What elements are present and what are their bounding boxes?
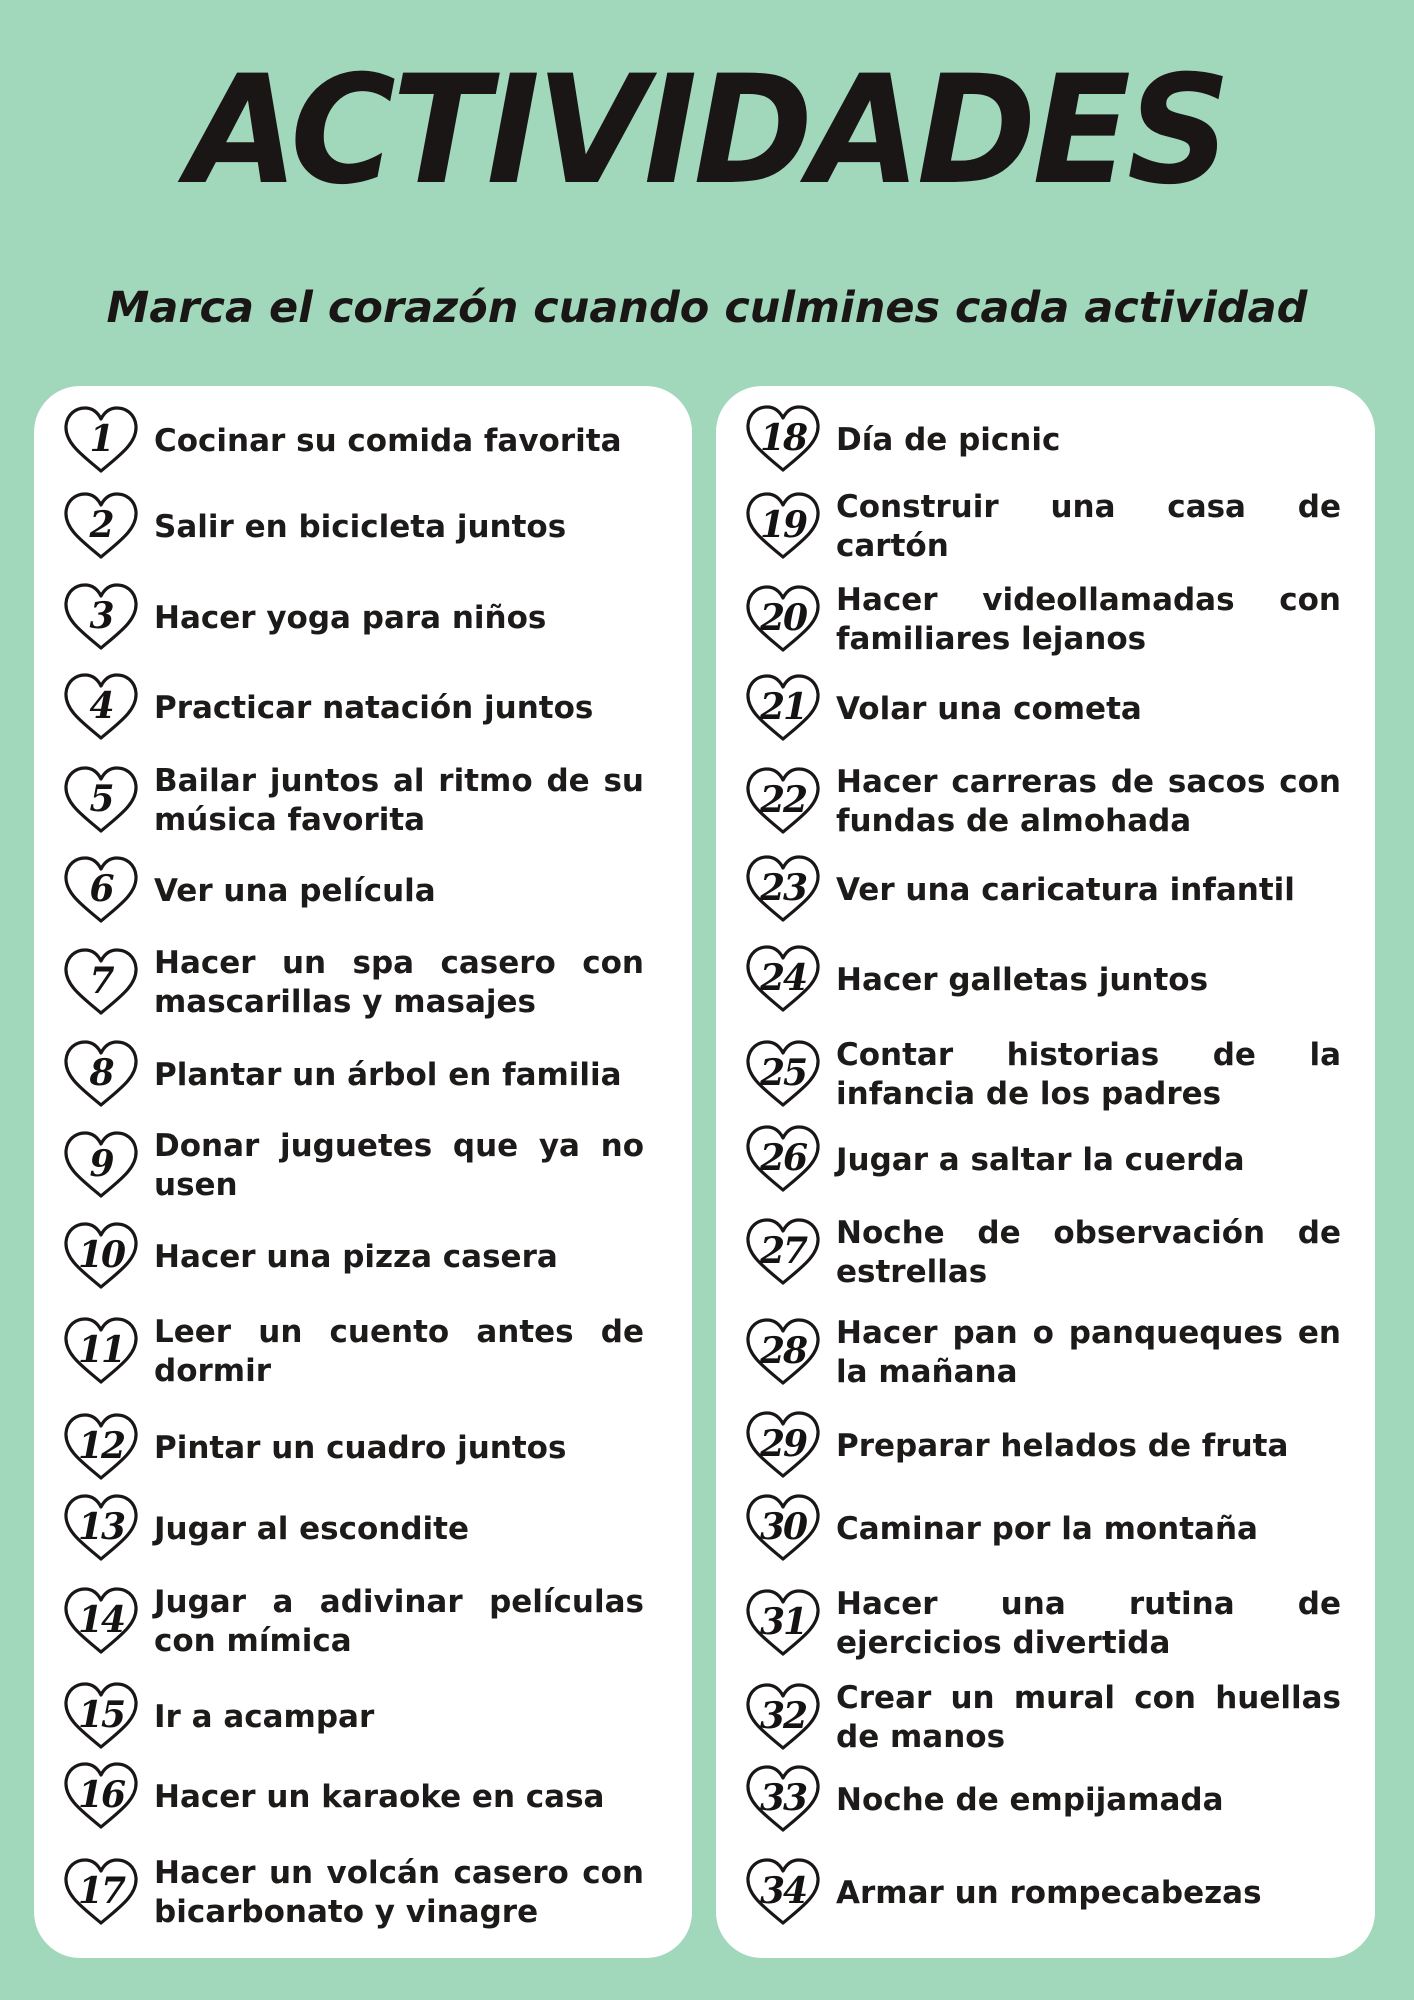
activity-number: 23 xyxy=(759,867,807,909)
heart-checkbox[interactable] xyxy=(744,1124,822,1196)
activity-number: 25 xyxy=(759,1052,807,1094)
heart-checkbox[interactable] xyxy=(62,947,140,1019)
activity-card-left xyxy=(34,386,692,1958)
heart-checkbox[interactable] xyxy=(62,1221,140,1293)
activity-item xyxy=(62,761,644,841)
activity-text: Jugar a adivinar películas con mímica xyxy=(154,1584,644,1659)
heart-checkbox[interactable] xyxy=(62,1130,140,1202)
activity-text: Armar un rompecabezas xyxy=(836,1874,1262,1911)
activity-text: Hacer galletas juntos xyxy=(836,961,1209,998)
heart-checkbox[interactable] xyxy=(62,765,140,837)
activity-text: Hacer una rutina de ejercicios divertida xyxy=(836,1586,1341,1661)
heart-checkbox[interactable] xyxy=(62,1039,140,1111)
activity-number: 13 xyxy=(77,1506,125,1548)
activity-item xyxy=(744,850,1341,930)
heart-checkbox[interactable] xyxy=(744,1217,822,1289)
page-title: ACTIVIDADES xyxy=(187,44,1227,218)
activity-item xyxy=(62,1853,644,1933)
activity-item xyxy=(744,1120,1341,1200)
activity-number: 24 xyxy=(759,957,807,999)
activity-text: Preparar helados de fruta xyxy=(836,1427,1289,1464)
heart-checkbox[interactable] xyxy=(62,672,140,744)
activity-number: 7 xyxy=(89,960,113,1002)
activity-item xyxy=(62,1312,644,1392)
activity-item xyxy=(62,1489,644,1569)
heart-checkbox[interactable] xyxy=(62,1857,140,1929)
activity-text: Hacer pan o panqueques en la mañana xyxy=(836,1315,1341,1390)
activity-text: Hacer un spa casero con mascarillas y masajes xyxy=(154,945,644,1020)
activity-text: Hacer carreras de sacos con fundas de almohada xyxy=(836,764,1341,839)
activity-item xyxy=(62,1217,644,1297)
activity-item xyxy=(744,1213,1341,1293)
activity-number: 26 xyxy=(759,1137,807,1179)
activity-text: Ir a acampar xyxy=(154,1698,375,1735)
activity-item xyxy=(744,487,1341,567)
activity-item xyxy=(62,1126,644,1206)
activity-text: Donar juguetes que ya no usen xyxy=(154,1128,644,1203)
heart-checkbox[interactable] xyxy=(744,854,822,926)
activity-number: 2 xyxy=(89,504,113,546)
activity-item xyxy=(62,1677,644,1757)
activity-item xyxy=(744,1678,1341,1758)
heart-checkbox[interactable] xyxy=(62,1761,140,1833)
heart-checkbox[interactable] xyxy=(744,1857,822,1929)
activity-number: 6 xyxy=(89,868,113,910)
activity-number: 20 xyxy=(759,597,807,639)
activity-text: Bailar juntos al ritmo de su música favorita xyxy=(154,763,644,838)
heart-checkbox[interactable] xyxy=(62,491,140,563)
activity-number: 34 xyxy=(759,1870,807,1912)
activity-number: 12 xyxy=(77,1425,125,1467)
activity-item xyxy=(62,401,644,481)
activity-item xyxy=(62,487,644,567)
activity-item xyxy=(62,1035,644,1115)
heart-checkbox[interactable] xyxy=(744,1317,822,1389)
heart-checkbox[interactable] xyxy=(62,582,140,654)
heart-checkbox[interactable] xyxy=(744,404,822,476)
activity-item xyxy=(744,940,1341,1020)
activity-item xyxy=(744,1035,1341,1115)
activity-number: 16 xyxy=(77,1774,125,1816)
activity-text: Leer un cuento antes de dormir xyxy=(154,1314,644,1389)
activity-text: Hacer un karaoke en casa xyxy=(154,1778,605,1815)
activity-text: Noche de empijamada xyxy=(836,1781,1224,1818)
activity-number: 17 xyxy=(77,1870,125,1912)
activity-number: 21 xyxy=(759,686,807,728)
activity-text: Noche de observación de estrellas xyxy=(836,1215,1341,1290)
activity-text: Volar una cometa xyxy=(836,690,1142,727)
activity-number: 33 xyxy=(759,1777,807,1819)
activity-item xyxy=(744,669,1341,749)
activity-number: 15 xyxy=(77,1694,125,1736)
activity-text: Pintar un cuadro juntos xyxy=(154,1429,567,1466)
activity-number: 14 xyxy=(77,1599,125,1641)
heart-checkbox[interactable] xyxy=(744,1588,822,1660)
heart-checkbox[interactable] xyxy=(744,1493,822,1565)
activity-item xyxy=(744,400,1341,480)
heart-checkbox[interactable] xyxy=(62,855,140,927)
heart-checkbox[interactable] xyxy=(62,1681,140,1753)
activity-number: 18 xyxy=(759,417,807,459)
activity-item xyxy=(62,851,644,931)
heart-checkbox[interactable] xyxy=(62,405,140,477)
activity-text: Hacer yoga para niños xyxy=(154,599,547,636)
heart-checkbox[interactable] xyxy=(744,1682,822,1754)
activity-text: Plantar un árbol en familia xyxy=(154,1056,622,1093)
activity-text: Crear un mural con huellas de manos xyxy=(836,1680,1341,1755)
activity-text: Hacer una pizza casera xyxy=(154,1238,558,1275)
activity-text: Contar historias de la infancia de los padres xyxy=(836,1037,1341,1112)
activity-item xyxy=(62,668,644,748)
activity-number: 1 xyxy=(89,418,113,460)
activity-item xyxy=(744,1406,1341,1486)
activity-item xyxy=(744,580,1341,660)
activity-number: 31 xyxy=(759,1601,807,1643)
activity-number: 9 xyxy=(89,1143,113,1185)
page-subtitle: Marca el corazón cuando culmines cada actividad xyxy=(106,283,1308,333)
activity-item xyxy=(744,1489,1341,1569)
activity-number: 10 xyxy=(77,1234,125,1276)
heart-checkbox[interactable] xyxy=(744,584,822,656)
activity-number: 5 xyxy=(89,778,113,820)
activity-number: 32 xyxy=(759,1695,807,1737)
activity-number: 28 xyxy=(759,1330,807,1372)
activity-item xyxy=(744,762,1341,842)
heart-checkbox[interactable] xyxy=(744,1764,822,1836)
activity-item xyxy=(62,578,644,658)
activity-card-right xyxy=(716,386,1375,1958)
activity-number: 22 xyxy=(759,779,807,821)
activity-text: Jugar a saltar la cuerda xyxy=(836,1141,1245,1178)
activity-text: Salir en bicicleta juntos xyxy=(154,508,567,545)
heart-checkbox[interactable] xyxy=(744,673,822,745)
heart-checkbox[interactable] xyxy=(62,1493,140,1565)
activity-item xyxy=(744,1853,1341,1933)
activity-item xyxy=(744,1313,1341,1393)
heart-checkbox[interactable] xyxy=(744,1410,822,1482)
activity-text: Caminar por la montaña xyxy=(836,1510,1258,1547)
activity-item xyxy=(62,1582,644,1662)
activity-number: 4 xyxy=(89,685,113,727)
activity-number: 30 xyxy=(759,1506,807,1548)
activity-text: Cocinar su comida favorita xyxy=(154,422,622,459)
activity-text: Hacer videollamadas con familiares lejanos xyxy=(836,582,1341,657)
activity-number: 29 xyxy=(759,1423,807,1465)
activity-text: Construir una casa de cartón xyxy=(836,489,1341,564)
activity-number: 3 xyxy=(89,595,113,637)
activity-item xyxy=(744,1584,1341,1664)
heart-checkbox[interactable] xyxy=(62,1586,140,1658)
heart-checkbox[interactable] xyxy=(744,766,822,838)
activity-text: Día de picnic xyxy=(836,421,1061,458)
heart-checkbox[interactable] xyxy=(744,944,822,1016)
activity-text: Ver una caricatura infantil xyxy=(836,871,1295,908)
activity-text: Jugar al escondite xyxy=(154,1510,470,1547)
heart-checkbox[interactable] xyxy=(744,491,822,563)
activity-item xyxy=(62,943,644,1023)
heart-checkbox[interactable] xyxy=(62,1316,140,1388)
heart-checkbox[interactable] xyxy=(744,1039,822,1111)
activity-number: 8 xyxy=(89,1052,113,1094)
activity-item xyxy=(62,1408,644,1488)
activity-number: 27 xyxy=(759,1230,807,1272)
activity-text: Hacer un volcán casero con bicarbonato y vinagre xyxy=(154,1855,644,1930)
activity-item xyxy=(62,1757,644,1837)
heart-checkbox[interactable] xyxy=(62,1412,140,1484)
activity-number: 11 xyxy=(77,1329,125,1371)
activity-number: 19 xyxy=(759,504,807,546)
activity-text: Ver una película xyxy=(154,872,436,909)
activity-text: Practicar natación juntos xyxy=(154,689,594,726)
activity-item xyxy=(744,1760,1341,1840)
